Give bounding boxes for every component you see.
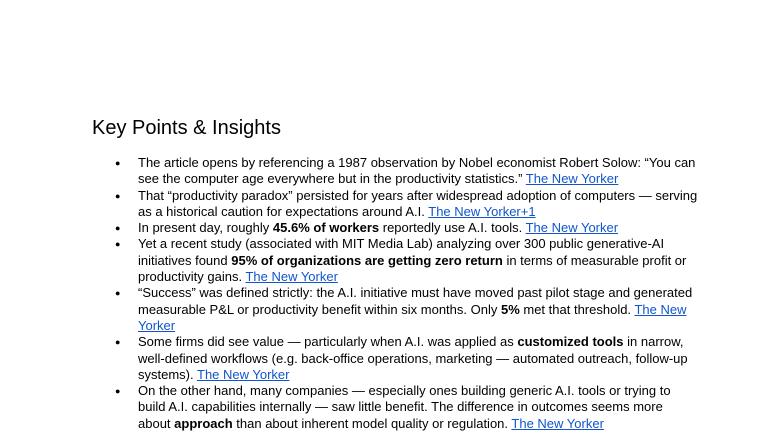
- bullet-item: [138, 220, 698, 236]
- bold-text: customized tools: [517, 334, 624, 350]
- bullet-text: than about inherent model quality or regulation.: [232, 415, 512, 431]
- section-heading: Key Points & Insights: [92, 117, 281, 139]
- bullet-item: [138, 334, 698, 383]
- bullet-text: That “productivity paradox” persisted for years after widespread adoption of computers — serving as a historical caution for expectations around A.I.: [138, 187, 698, 219]
- source-link[interactable]: The New Yorker: [245, 269, 338, 285]
- bullet-item: [138, 236, 698, 285]
- bullet-item: [138, 155, 698, 188]
- source-link[interactable]: The New Yorker: [197, 366, 290, 382]
- bullet-item: [138, 383, 698, 432]
- source-link[interactable]: The New Yorker: [511, 415, 604, 431]
- source-link[interactable]: The New Yorker: [138, 301, 687, 333]
- bullet-item: [138, 285, 698, 334]
- bullet-text: Some firms did see value — particularly when A.I. was applied as: [138, 334, 518, 350]
- bullet-text: in narrow, well-defined workflows (e.g. back-office operations, marketing — automated outreach, follow-up systems).: [138, 334, 688, 382]
- bullet-text: “Success” was defined strictly: the A.I. initiative must have moved past pilot stage and generated measurable P&L or productivity benefit within six months. Only: [138, 285, 693, 317]
- bullet-text: in terms of measurable profit or productivity gains.: [138, 252, 687, 285]
- bullet-list: [138, 155, 698, 432]
- bullet-text: met that threshold.: [519, 301, 635, 317]
- source-link[interactable]: The New Yorker: [525, 171, 619, 187]
- bullet-text: On the other hand, many companies — especially ones building generic A.I. tools or trying to build A.I. capabilities internally — saw little benefit. The difference in outcomes seems more about: [138, 383, 671, 431]
- bullet-text: reportedly use A.I. tools.: [379, 220, 526, 236]
- bold-text: approach: [174, 415, 233, 431]
- bullet-text: Yet a recent study (associated with MIT Media Lab) analyzing over 300 public generative-AI initiatives found: [138, 236, 665, 268]
- bullet-text: The article opens by referencing a 1987 observation by Nobel economist Robert Solow: “You can see the computer age everywhere but in the productivity statistics.”: [138, 155, 696, 187]
- bullet-item: [138, 188, 698, 221]
- source-link[interactable]: The New Yorker: [525, 220, 619, 236]
- source-link[interactable]: The New Yorker+1: [428, 203, 536, 219]
- bullet-text: In present day, roughly: [138, 220, 273, 236]
- bold-text: 45.6% of workers: [272, 220, 380, 236]
- bold-text: 5%: [500, 301, 520, 317]
- bold-text: 95% of organizations are getting zero return: [231, 252, 503, 268]
